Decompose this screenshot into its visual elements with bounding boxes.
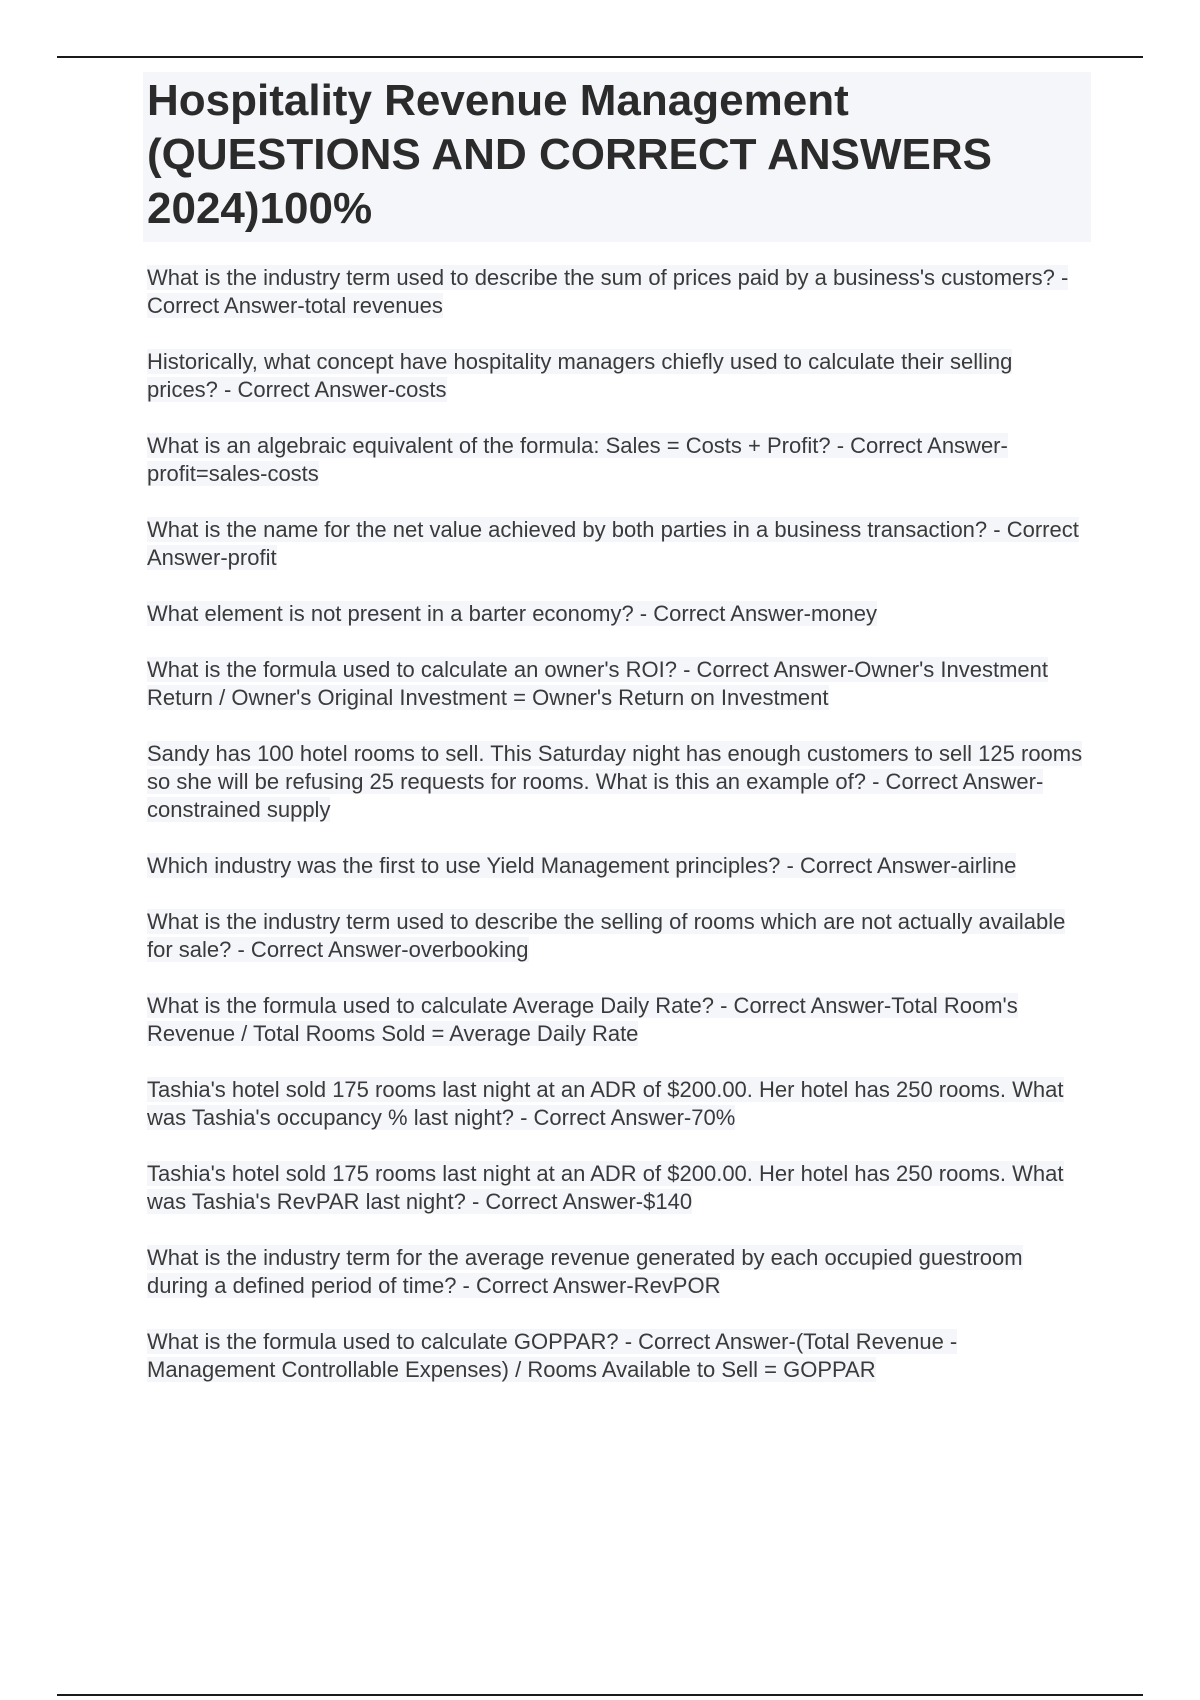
qa-item	[143, 1244, 1091, 1300]
qa-item	[143, 740, 1091, 824]
document-body	[143, 72, 1091, 1412]
document-title: Hospitality Revenue Management (QUESTIONS AND CORRECT ANSWERS 2024)100%	[143, 72, 1091, 242]
qa-item	[143, 908, 1091, 964]
qa-text: What is the industry term used to describe the sum of prices paid by a business's customers? - Correct Answer-total revenues	[147, 265, 1069, 318]
top-rule	[57, 56, 1143, 58]
qa-text: Tashia's hotel sold 175 rooms last night at an ADR of $200.00. Her hotel has 250 rooms. What was Tashia's RevPAR last night? - Correct Answer-$140	[147, 1161, 1064, 1214]
qa-text: What is the industry term for the average revenue generated by each occupied guestroom during a defined period of time? - Correct Answer-RevPOR	[147, 1245, 1023, 1298]
qa-item	[143, 1076, 1091, 1132]
qa-text: What is the formula used to calculate Average Daily Rate? - Correct Answer-Total Room's Revenue / Total Rooms Sold = Average Daily Rate	[147, 993, 1018, 1046]
qa-item	[143, 264, 1091, 320]
qa-text: What is an algebraic equivalent of the formula: Sales = Costs + Profit? - Correct Answer-profit=sales-costs	[147, 433, 1008, 486]
qa-text: What is the formula used to calculate GOPPAR? - Correct Answer-(Total Revenue - Management Controllable Expenses) / Rooms Available to Sell = GOPPAR	[147, 1329, 958, 1382]
qa-text: What is the formula used to calculate an owner's ROI? - Correct Answer-Owner's Investment Return / Owner's Original Investment = Owner's Return on Investment	[147, 657, 1048, 710]
qa-item	[143, 516, 1091, 572]
qa-item	[143, 432, 1091, 488]
qa-text: What is the name for the net value achieved by both parties in a business transaction? - Correct Answer-profit	[147, 517, 1079, 570]
qa-item	[143, 1328, 1091, 1384]
qa-text: What is the industry term used to describe the selling of rooms which are not actually available for sale? - Correct Answer-overbooking	[147, 909, 1066, 962]
qa-text: Tashia's hotel sold 175 rooms last night at an ADR of $200.00. Her hotel has 250 rooms. What was Tashia's occupancy % last night? - Correct Answer-70%	[147, 1077, 1064, 1130]
qa-list	[143, 264, 1091, 1384]
bottom-rule	[57, 1694, 1143, 1696]
qa-text: What element is not present in a barter economy? - Correct Answer-money	[147, 601, 877, 626]
qa-text: Which industry was the first to use Yield Management principles? - Correct Answer-airline	[147, 853, 1017, 878]
qa-text: Historically, what concept have hospitality managers chiefly used to calculate their selling prices? - Correct Answer-costs	[147, 349, 1013, 402]
qa-text: Sandy has 100 hotel rooms to sell. This Saturday night has enough customers to sell 125 rooms so she will be refusing 25 requests for rooms. What is this an example of? - Correct Answer-constrained supply	[147, 741, 1083, 822]
qa-item	[143, 1160, 1091, 1216]
qa-item	[143, 992, 1091, 1048]
qa-item	[143, 348, 1091, 404]
qa-item	[143, 600, 1091, 628]
qa-item	[143, 852, 1091, 880]
qa-item	[143, 656, 1091, 712]
